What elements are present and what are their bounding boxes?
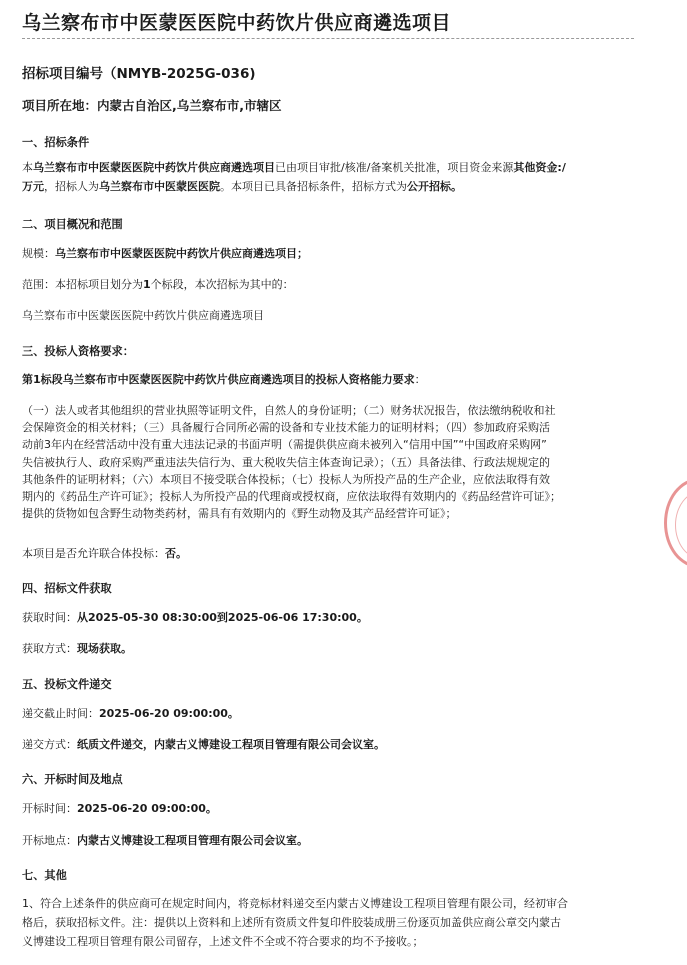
qualification-line: 期内的《药品生产许可证》；投标人为所投产品的代理商或授权商，应依法取得有效期内的《药品经营许可证》；	[22, 490, 561, 504]
section-heading-6: 六、开标时间及地点	[22, 773, 123, 786]
qualification-line: （一）法人或者其他组织的营业执照等证明文件，自然人的身份证明；（二）财务状况报告，依法缴纳税收和社	[22, 404, 556, 417]
project-number: 招标项目编号（NMYB-2025G-036)	[22, 66, 256, 82]
section-heading-7: 七、其他	[22, 869, 67, 882]
lot-name: 乌兰察布市中医蒙医医院中药饮片供应商遴选项目	[22, 309, 264, 322]
qualification-subheading: 第1标段乌兰察布市中医蒙医医院中药饮片供应商遴选项目的投标人资格能力要求	[22, 373, 415, 386]
title-divider	[22, 38, 634, 39]
scale-value: 乌兰察布市中医蒙医医院中药饮片供应商遴选项目；	[55, 247, 308, 260]
document-title: 乌兰察布市中医蒙医医院中药饮片供应商遴选项目	[22, 12, 452, 34]
acquire-method-line	[22, 640, 132, 656]
section-heading-1: 一、招标条件	[22, 136, 90, 149]
s1-tenderer: 乌兰察布市中医蒙医医院	[99, 180, 220, 193]
range-line	[22, 276, 294, 292]
qualification-line: 会保障资金的相关材料；（三）具备履行合同所必需的设备和专业技术能力的证明材料；（四）参加政府采购活	[22, 421, 550, 435]
qualification-subheading-line	[22, 371, 426, 387]
qualification-line: 动前3年内在经营活动中没有重大违法记录的书面声明（需提供供应商未被列入“信用中国”“中国政府采购网”	[22, 438, 547, 452]
acquire-time-label: 获取时间：	[22, 611, 77, 624]
section-1-paragraph	[22, 158, 636, 196]
red-seal-stamp	[664, 478, 687, 568]
s1-text: 已由项目审批/核准/备案机关批准，项目资金来源	[275, 161, 514, 174]
submit-method-label: 递交方式：	[22, 738, 77, 751]
qualification-requirements	[22, 402, 636, 522]
section-heading-3: 三、投标人资格要求：	[22, 345, 134, 358]
submit-deadline-value: 2025-06-20 09:00:00。	[99, 707, 239, 720]
opening-place-value: 内蒙古义博建设工程项目管理有限公司会议室。	[77, 834, 308, 847]
acquire-time-line	[22, 609, 368, 625]
s1-fund-unit: 万元	[22, 180, 44, 193]
consortium-label: 本项目是否允许联合体投标：	[22, 547, 165, 560]
scale-label: 规模：	[22, 247, 55, 260]
submit-deadline-line	[22, 705, 239, 721]
qualification-line: 失信被执行人、政府采购严重违法失信行为、重大税收失信主体查询记录）；（五）具备法律、行政法规规定的	[22, 455, 550, 469]
section-1-line-2	[22, 177, 636, 196]
section-heading-5: 五、投标文件递交	[22, 678, 112, 691]
qualification-line: 其他条件的证明材料；（六）本项目不接受联合体投标；（七）投标人为所投产品的生产企业，应依法取得有效	[22, 472, 550, 486]
section-1-line-1	[22, 158, 636, 177]
qualification-subheading-tail: ：	[414, 373, 426, 386]
range-text: 范围：本招标项目划分为	[22, 278, 143, 291]
s1-project-name: 乌兰察布市中医蒙医医院中药饮片供应商遴选项目	[33, 161, 275, 174]
scale-line	[22, 245, 308, 261]
acquire-time-value: 从2025-05-30 08:30:00到2025-06-06 17:30:00。	[77, 611, 368, 624]
other-notes	[22, 894, 636, 951]
lot-count: 1	[143, 278, 151, 291]
other-note-line: 义博建设工程项目管理有限公司留存，上述文件不全或不符合要求的均不予接收。；	[22, 935, 424, 948]
opening-time-line	[22, 800, 217, 816]
qualification-line: 提供的货物如包含野生动物类药材，需具有有效期内的《野生动物及其产品经营许可证》；	[22, 507, 457, 521]
acquire-method-value: 现场获取。	[77, 642, 132, 655]
opening-place-line	[22, 832, 308, 848]
s1-tender-method: 公开招标。	[407, 180, 462, 193]
s1-text: 本	[22, 161, 33, 174]
submit-method-value: 纸质文件递交，内蒙古义博建设工程项目管理有限公司会议室。	[77, 738, 385, 751]
section-heading-2: 二、项目概况和范围	[22, 218, 123, 231]
opening-place-label: 开标地点：	[22, 834, 77, 847]
submit-method-line	[22, 736, 385, 752]
range-text: 个标段，本次招标为其中的：	[150, 278, 294, 291]
opening-time-label: 开标时间：	[22, 802, 77, 815]
s1-text: ，招标人为	[44, 180, 99, 193]
project-location: 项目所在地：内蒙古自治区,乌兰察布市,市辖区	[22, 98, 282, 113]
consortium-line	[22, 545, 187, 561]
other-note-line: 1、符合上述条件的供应商可在规定时间内，将竞标材料递交至内蒙古义博建设工程项目管理有限公司，经初审合	[22, 897, 568, 910]
opening-time-value: 2025-06-20 09:00:00。	[77, 802, 217, 815]
other-note-line: 格后，获取招标文件。注：提供以上资料和上述所有资质文件复印件胶装成册三份逐页加盖供应商公章交内蒙古	[22, 916, 561, 929]
section-heading-4: 四、招标文件获取	[22, 582, 112, 595]
acquire-method-label: 获取方式：	[22, 642, 77, 655]
s1-text: 。本项目已具备招标条件，招标方式为	[220, 180, 407, 193]
s1-fund-source: 其他资金:/	[513, 161, 566, 174]
submit-deadline-label: 递交截止时间：	[22, 707, 99, 720]
consortium-value: 否。	[165, 547, 187, 560]
